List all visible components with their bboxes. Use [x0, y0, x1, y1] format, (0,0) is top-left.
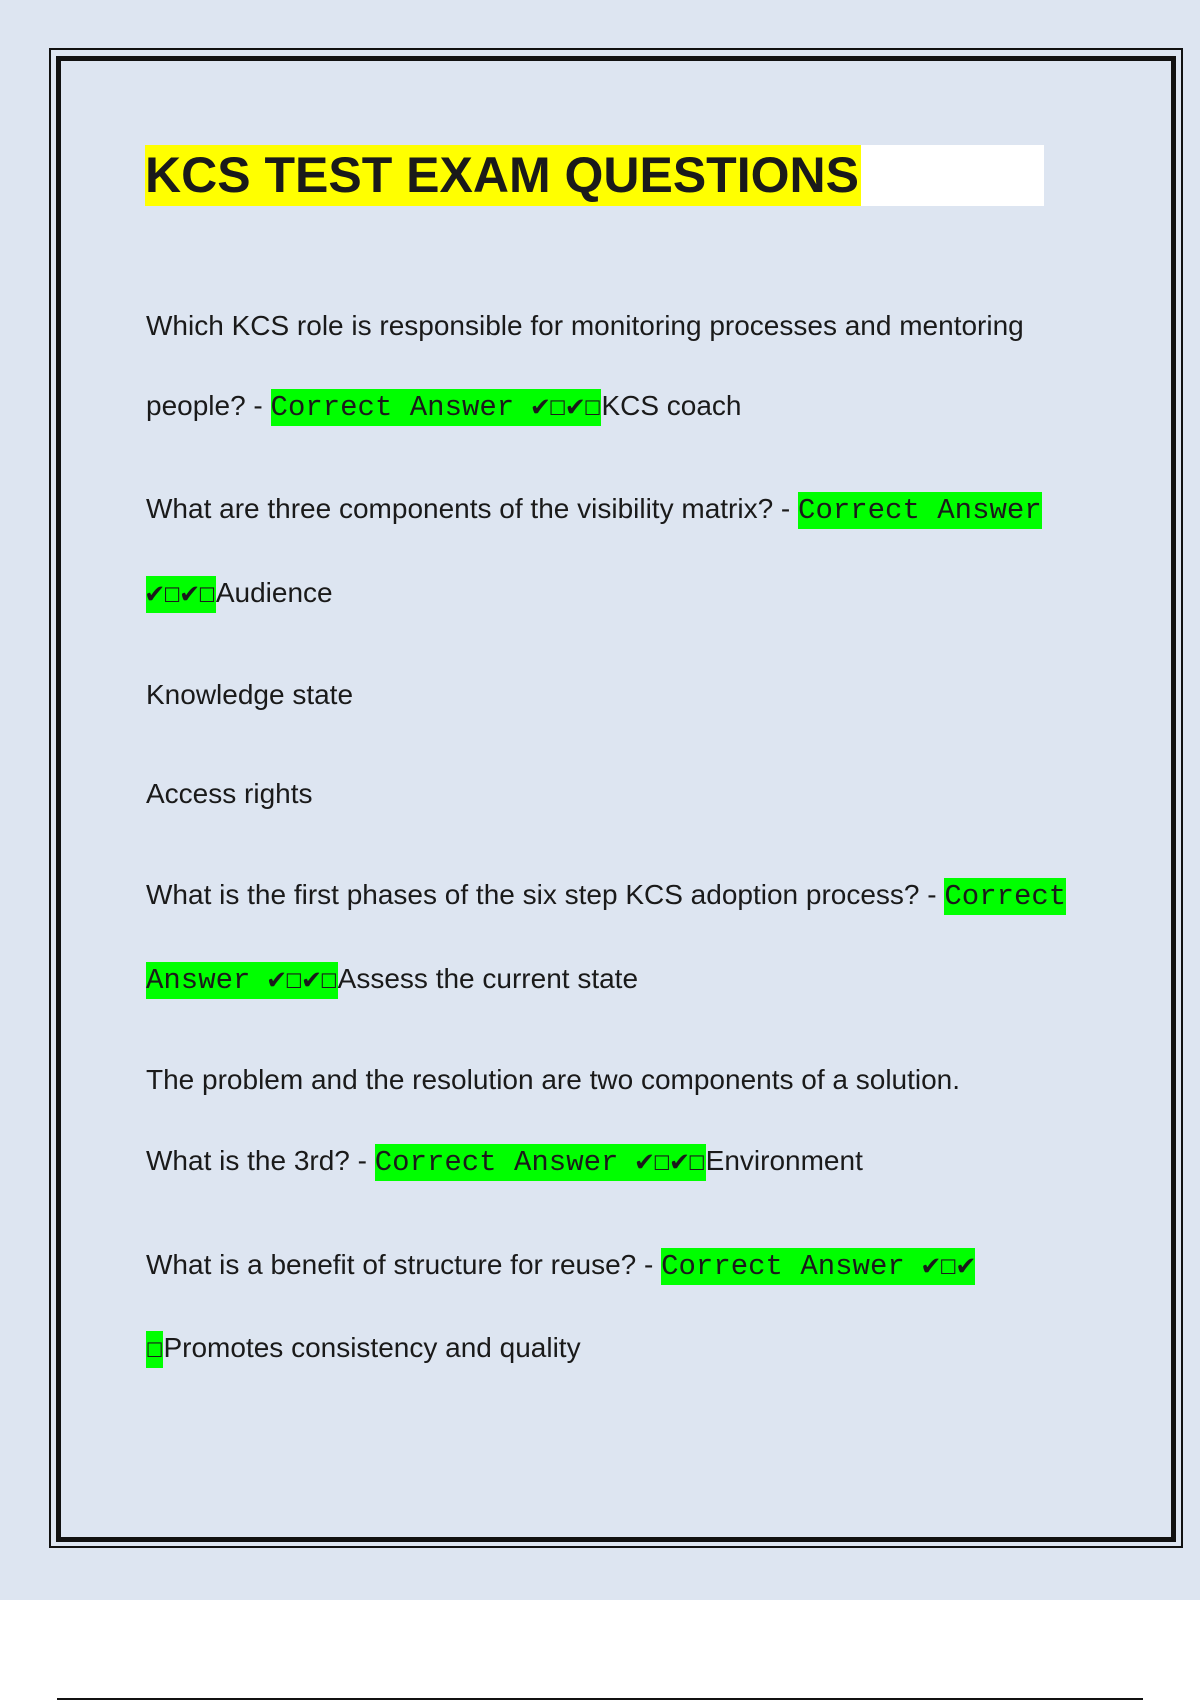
question-5-line-1	[146, 1245, 975, 1287]
correct-answer-marker: ☐	[146, 1333, 164, 1366]
correct-answer-marker: Correct Answer ✔☐✔☐	[270, 391, 602, 424]
correct-answer-marker: Correct	[944, 880, 1067, 913]
answer-text: Promotes consistency and quality	[163, 1332, 581, 1363]
question-text: Which KCS role is responsible for monitoring processes and mentoring	[146, 310, 1024, 341]
question-text: What are three components of the visibility matrix? -	[146, 493, 799, 524]
answer-text: Audience	[215, 577, 333, 608]
question-4-line-1	[146, 1060, 960, 1100]
question-text: people? -	[146, 390, 271, 421]
question-2-line-1	[146, 489, 1042, 531]
answer-text: Environment	[705, 1145, 863, 1176]
question-3-line-1	[146, 875, 1066, 917]
question-3-line-2	[146, 959, 638, 1001]
question-4-line-2	[146, 1141, 863, 1183]
question-2-line-2	[146, 573, 333, 615]
answer-text: Access rights	[146, 778, 313, 809]
question-1-line-2	[146, 386, 742, 428]
correct-answer-marker: Correct Answer ✔☐✔	[661, 1250, 975, 1283]
answer-text: KCS coach	[601, 390, 742, 421]
question-5-line-2	[146, 1328, 581, 1370]
correct-answer-marker: Correct Answer	[798, 494, 1042, 527]
answer-text: Knowledge state	[146, 679, 354, 710]
page-title: KCS TEST EXAM QUESTIONS	[145, 145, 861, 206]
question-text: What is the 3rd? -	[146, 1145, 375, 1176]
title-box	[145, 145, 1044, 206]
question-text: The problem and the resolution are two components of a solution.	[146, 1064, 961, 1095]
question-1-line-1	[146, 306, 1024, 346]
question-text: What is a benefit of structure for reuse? -	[146, 1249, 662, 1280]
correct-answer-marker: ✔☐✔☐	[146, 578, 216, 611]
correct-answer-marker: Correct Answer ✔☐✔☐	[374, 1146, 706, 1179]
answer-text: Assess the current state	[337, 963, 639, 994]
answer-line	[146, 774, 313, 814]
correct-answer-marker: Answer ✔☐✔☐	[146, 964, 338, 997]
question-text: What is the first phases of the six step KCS adoption process? -	[146, 879, 945, 910]
answer-line	[146, 675, 353, 715]
